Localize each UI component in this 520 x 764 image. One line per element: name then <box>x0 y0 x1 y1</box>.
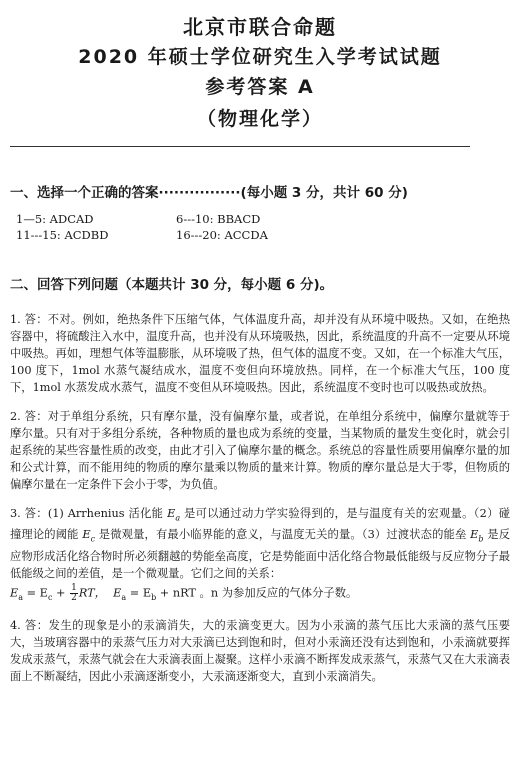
answer-q3 <box>10 505 510 582</box>
symbol-ea: $E_a$ <box>167 507 181 523</box>
answer-q2: 2. 答：对于单组分系统，只有摩尔量，没有偏摩尔量，或者说，在单组分系统中，偏摩尔量就等于摩尔量。只有对于多组分系统，各种物质的量也成为系统的变量，当某物质的量发生变化时，就会引起系统的某些容量性质的改变，由此才引入了偏摩尔量的概念。系统总的容量性质要用偏摩尔量的加和公式计算，而不能用纯的物质的摩尔量乘以物质的量来计算。物质的摩尔量总是大于零，但物质的偏摩尔量在一定条件下会小于零，为负值。 <box>10 410 510 491</box>
section1-heading: 一、选择一个正确的答案················(每小题 3 分，共计 60 分) <box>10 185 408 201</box>
section2-heading: 二、回答下列问题（本题共计 30 分，每小题 6 分)。 <box>10 277 334 293</box>
answer-q1: 1. 答：不对。例如，绝热条件下压缩气体，气体温度升高，却并没有从环境中吸热。又如，在绝热容器中，将硫酸注入水中，温度升高，也并没有从环境吸热，因此，系统温度的升高不一定要从环境中吸热。再如，理想气体等温膨胀，从环境吸了热，但气体的温度不变。又如，在一个标准大气压，100 度下，1mol 水蒸气凝结成水，温度不变但向环境放热。同样，在一个标准大气压，100 度下，1mol 水蒸发成水蒸气，温度不变但从环境吸热。因此，系统温度不变时也可以吸热或放热。 <box>10 313 510 394</box>
answer-grid <box>16 211 510 243</box>
exam-title: 2020 年硕士学位研究生入学考试试题 <box>78 46 442 68</box>
answer-key-title: 参考答案 A <box>205 76 315 98</box>
header-divider <box>10 146 470 147</box>
answer-11-15: 11---15: ACDBD <box>16 228 109 242</box>
exam-organizer: 北京市联合命题 <box>183 15 337 39</box>
q3-formula: $E_a = E_c$ + $\frac{1}{2}$ RT， $E_a = E_b$ + nRT 。n 为参加反应的气体分子数。 <box>10 582 358 603</box>
q3-part-d: 是反应物形成活化络合物时所必须翻越的势能垒高度，它是势能面中活化络合物最低能级与反应物分子最低能级之间的差值，是一个微观量。它们之间的关系： <box>10 528 510 580</box>
answer-q4: 4. 答：发生的现象是小的汞滴消失，大的汞滴变更大。因为小汞滴的蒸气压比大汞滴的蒸气压要大，当玻璃容器中的汞蒸气压力对大汞滴已达到饱和时，但对小汞滴还没有达到饱和，小汞滴就要挥发成汞蒸气，汞蒸气就会在大汞滴表面上凝聚。这样小汞滴不断挥发成汞蒸气，汞蒸气又在大汞滴表面上不断凝结，因此小汞滴逐渐变小，大汞滴逐渐变大，直到小汞滴消失。 <box>10 619 510 684</box>
q3-part-b: 是可以通过动力学实验得到的，是与温度有关的宏观量。（2）碰撞理论的阈能 <box>10 507 510 542</box>
subject-title: （物理化学） <box>196 108 323 130</box>
q3-part-a: 3. 答：(1) Arrhenius 活化能 <box>10 507 168 520</box>
answer-1-5: 1—5: ADCAD <box>16 212 94 226</box>
answer-6-10: 6---10: BBACD <box>176 212 261 226</box>
answer-16-20: 16---20: ACCDA <box>176 228 268 242</box>
q3-part-c: 是微观量，有最小临界能的意义，与温度无关的量。（3）过渡状态的能垒 <box>95 528 471 542</box>
symbol-ec: $E_c$ <box>82 528 96 544</box>
half-fraction: $\frac{1}{2}$ <box>71 582 77 603</box>
symbol-eb: $E_b$ <box>470 528 484 544</box>
